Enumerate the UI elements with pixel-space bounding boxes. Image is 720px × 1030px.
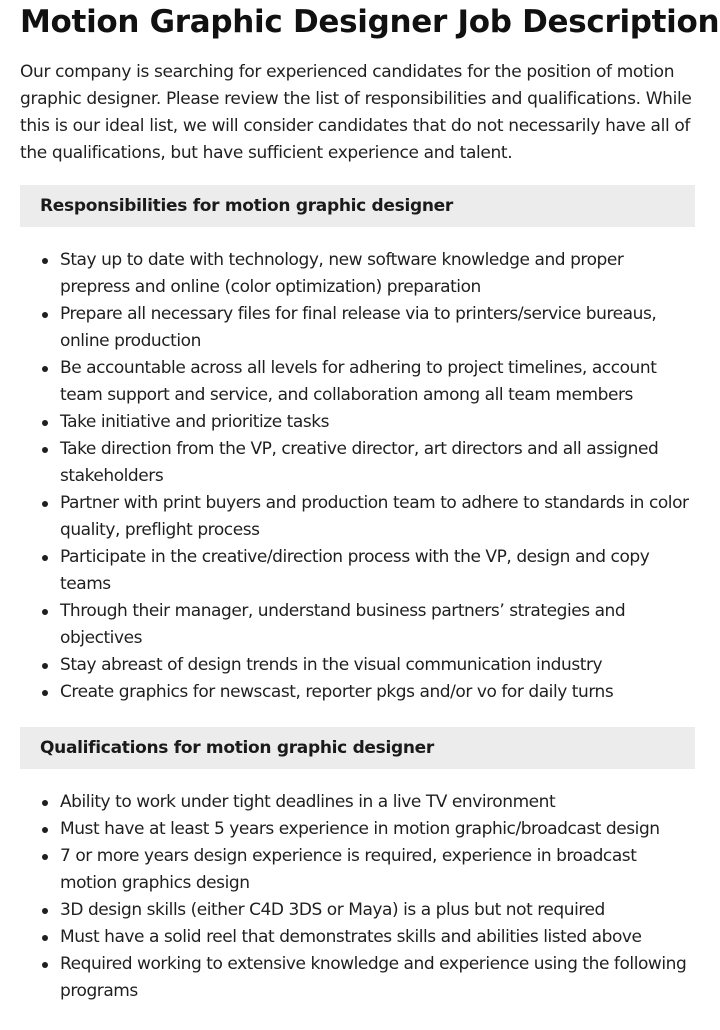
job-description-page — [20, 0, 720, 1005]
page-title: Motion Graphic Designer Job Description — [20, 4, 720, 40]
list-item: Be accountable across all levels for adhering to project timelines, account team support and service, and collaboration among all team members — [60, 355, 695, 409]
list-item: Create graphics for newscast, reporter pkgs and/or vo for daily turns — [60, 679, 695, 706]
intro-paragraph: Our company is searching for experienced candidates for the position of motion graphic designer. Please review the list of responsibilities and qualifications. While this is our ideal list, we will consider candidates that do not necessarily have all of the qualifications, but have sufficient experience and talent. — [20, 62, 692, 163]
qualifications-heading: Qualifications for motion graphic designer — [20, 727, 695, 769]
list-item: Must have a solid reel that demonstrates skills and abilities listed above — [60, 924, 695, 951]
responsibilities-heading: Responsibilities for motion graphic designer — [20, 185, 695, 227]
qualifications-list — [20, 789, 695, 1005]
list-item: Ability to work under tight deadlines in a live TV environment — [60, 789, 695, 816]
responsibilities-list — [20, 247, 695, 706]
list-item: Must have at least 5 years experience in motion graphic/broadcast design — [60, 816, 695, 843]
list-item: Stay up to date with technology, new software knowledge and proper prepress and online (color optimization) preparation — [60, 247, 695, 301]
list-item: Take direction from the VP, creative director, art directors and all assigned stakeholders — [60, 436, 695, 490]
list-item: Through their manager, understand business partners’ strategies and objectives — [60, 598, 695, 652]
list-item: Stay abreast of design trends in the visual communication industry — [60, 652, 695, 679]
list-item: Partner with print buyers and production team to adhere to standards in color quality, preflight process — [60, 490, 695, 544]
list-item: 7 or more years design experience is required, experience in broadcast motion graphics design — [60, 843, 695, 897]
list-item: Prepare all necessary files for final release via to printers/service bureaus, online production — [60, 301, 695, 355]
list-item: 3D design skills (either C4D 3DS or Maya) is a plus but not required — [60, 897, 695, 924]
list-item: Take initiative and prioritize tasks — [60, 409, 695, 436]
list-item: Required working to extensive knowledge and experience using the following programs — [60, 951, 695, 1005]
list-item: Participate in the creative/direction process with the VP, design and copy teams — [60, 544, 695, 598]
